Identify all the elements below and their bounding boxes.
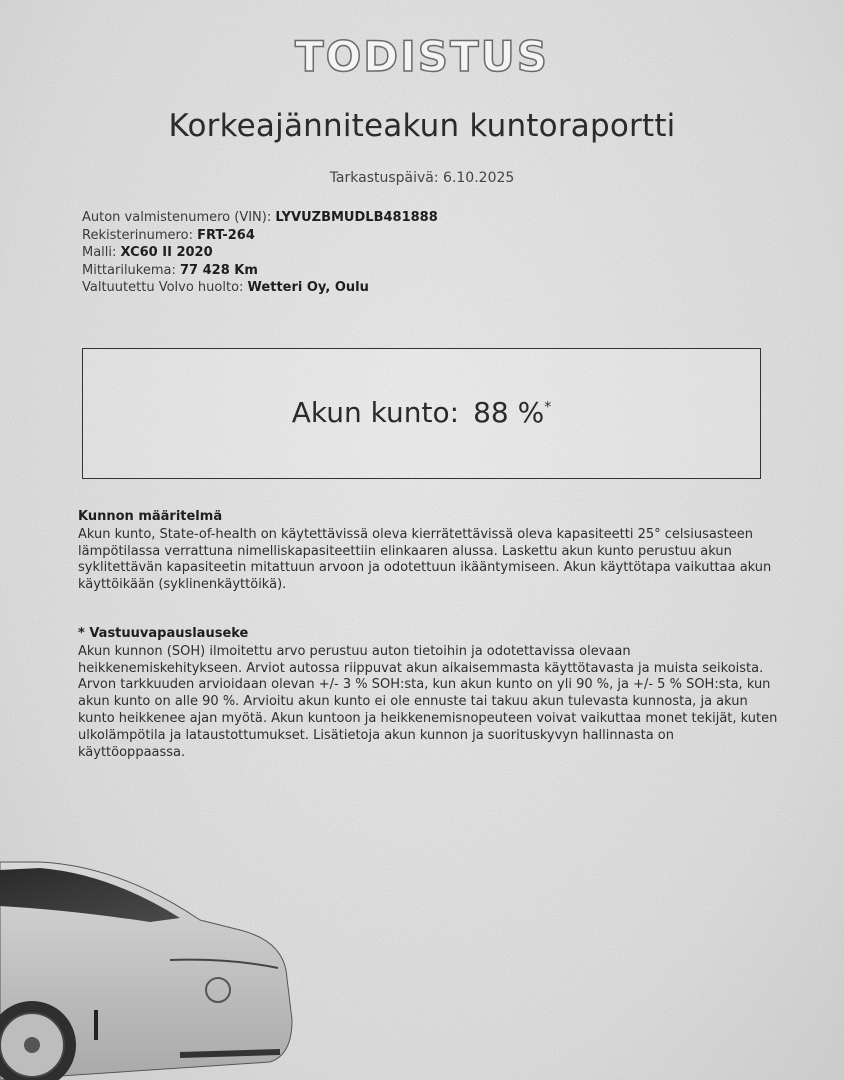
vehicle-info <box>82 209 438 297</box>
vin-label: Auton valmistenumero (VIN): <box>82 210 276 225</box>
vin-value: LYVUZBMUDLB481888 <box>275 210 438 225</box>
battery-health-box <box>82 348 761 479</box>
battery-health-text <box>83 396 760 429</box>
odometer-value: 77 428 Km <box>180 262 258 278</box>
definition-section <box>78 509 778 594</box>
battery-health-label: Akun kunto: <box>291 396 460 429</box>
definition-heading: Kunnon määritelmä <box>78 509 223 524</box>
registration-label: Rekisterinumero: <box>82 227 198 243</box>
service-label: Valtuutettu Volvo huolto: <box>82 280 248 295</box>
definition-text: Akun kunto, State-of-health on käytettävissä oleva kierrätettävissä oleva kapasiteetti 25° celsiusasteen lämpötilassa verrattuna nimelliskapasiteettiin elinkaaren alussa. Laskettu akun kunto perustuu akun syklitettävän kapasiteetin mitattuun arvoon ja odotettuun ikääntymiseen. Akun käyttötapa vaikuttaa akun käyttöikään (syklinenkäyttöikä). <box>78 526 772 593</box>
report-title: Korkeajänniteakun kuntoraportti <box>168 108 676 144</box>
disclaimer-section <box>78 626 778 761</box>
registration-row <box>82 227 438 245</box>
odometer-row <box>82 262 438 280</box>
service-row <box>82 279 438 297</box>
battery-health-value: 88 % <box>473 396 545 429</box>
model-row <box>82 244 438 262</box>
odometer-label: Mittarilukema: <box>82 262 181 278</box>
service-value: Wetteri Oy, Oulu <box>247 280 369 295</box>
footnote-mark: * <box>544 399 552 416</box>
document-heading: TODISTUS <box>294 32 550 81</box>
disclaimer-heading: * Vastuuvapauslauseke <box>78 626 249 641</box>
model-value: XC60 II 2020 <box>120 245 213 260</box>
vin-row <box>82 209 438 227</box>
disclaimer-text: Akun kunnon (SOH) ilmoitettu arvo perustuu auton tietoihin ja odotettavissa olevaan heikkenemiskehitykseen. Arviot autossa riippuvat akun aikaisemmasta käyttötavasta ja muista seikoista. Arvon tarkkuuden arvioidaan olevan +/- 3 % SOH:sta, kun akun kunto on yli 90 %, ja +/- 5 % SOH:sta, kun akun kunto on alle 90 %. Arvioitu akun kunto ei ole ennuste tai takuu akun tulevasta kunnosta, ja akun kunto heikkenee ajan myötä. Akun kuntoon ja heikkenemisnopeuteen voivat vaikuttaa monet tekijät, kuten ulkolämpötila ja lataustottumukset. Lisätietoja akun kunnon ja suorituskyvyn hallinnasta on käyttöoppaassa. <box>78 643 778 760</box>
model-label: Malli: <box>82 245 121 260</box>
inspection-date: Tarkastuspäivä: 6.10.2025 <box>329 170 515 186</box>
registration-value: FRT-264 <box>197 227 255 243</box>
car-illustration <box>0 840 300 1080</box>
